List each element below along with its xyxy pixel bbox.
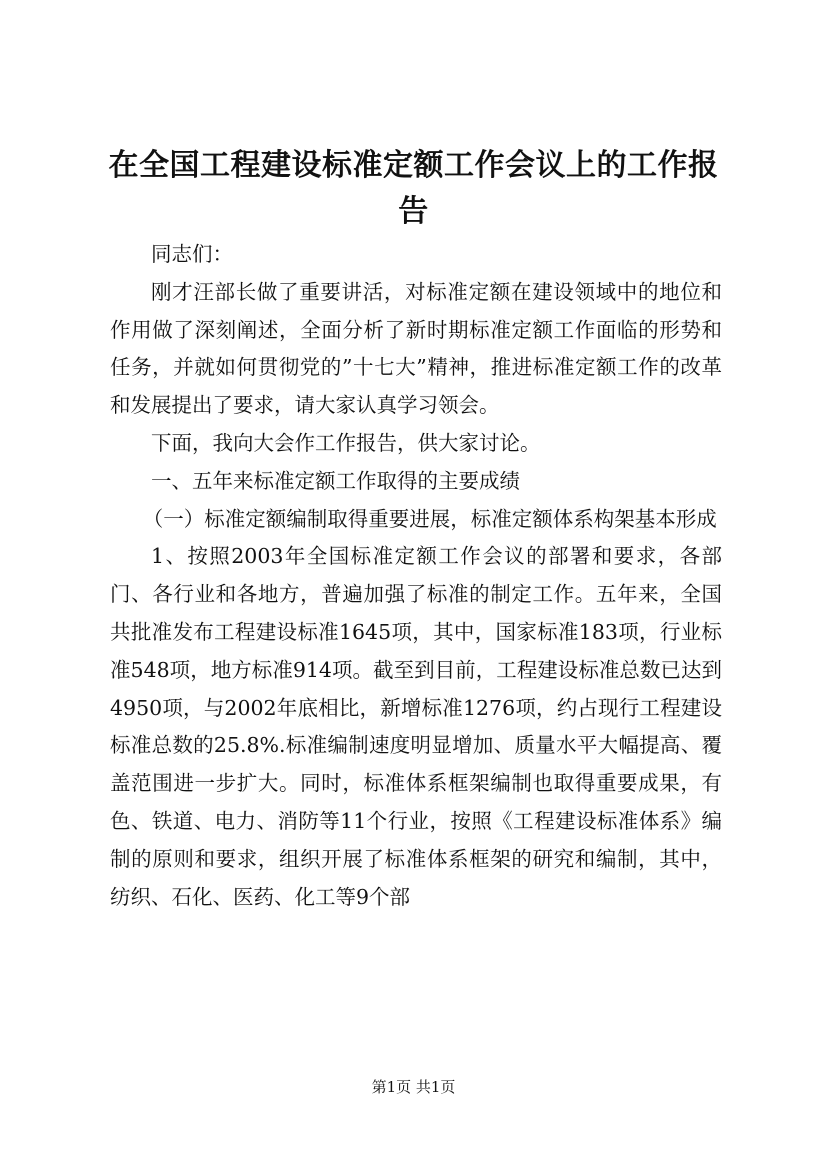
document-body: [110, 236, 722, 916]
body-paragraph: 1、按照2003年全国标准定额工作会议的部署和要求，各部门、各行业和各地方，普遍加强了标准的制定工作。五年来，全国共批准发布工程建设标准1645项，其中，国家标准183项，行业标准548项，地方标准914项。截至到目前，工程建设标准总数已达到4950项，与2002年底相比，新增标准1276项，约占现行工程建设标准总数的25.8%.标准编制速度明显增加、质量水平大幅提高、覆盖范围进一步扩大。同时，标准体系框架编制也取得重要成果，有色、铁道、电力、消防等11个行业，按照《工程建设标准体系》编制的原则和要求，组织开展了标准体系框架的研究和编制，其中，纺织、石化、医药、化工等9个部: [110, 544, 722, 909]
body-paragraph: 下面，我向大会作工作报告，供大家讨论。: [151, 430, 541, 455]
body-paragraph: 刚才汪部长做了重要讲活，对标准定额在建设领域中的地位和作用做了深刻阐述，全面分析了新时期标准定额工作面临的形势和任务，并就如何贯彻党的”十七大”精神，推进标准定额工作的改革和发展提出了要求，请大家认真学习领会。: [110, 279, 722, 418]
document-title: 在全国工程建设标准定额工作会议上的工作报告: [108, 148, 719, 229]
subsection-heading: （一）标准定额编制取得重要进展，标准定额体系构架基本形成: [142, 506, 717, 531]
page-footer: [0, 1077, 827, 1097]
page-number-label: 第1页 共1页: [371, 1078, 456, 1096]
salutation-paragraph: 同志们：: [151, 242, 233, 266]
section-heading: 一、五年来标准定额工作取得的主要成绩: [151, 468, 520, 493]
